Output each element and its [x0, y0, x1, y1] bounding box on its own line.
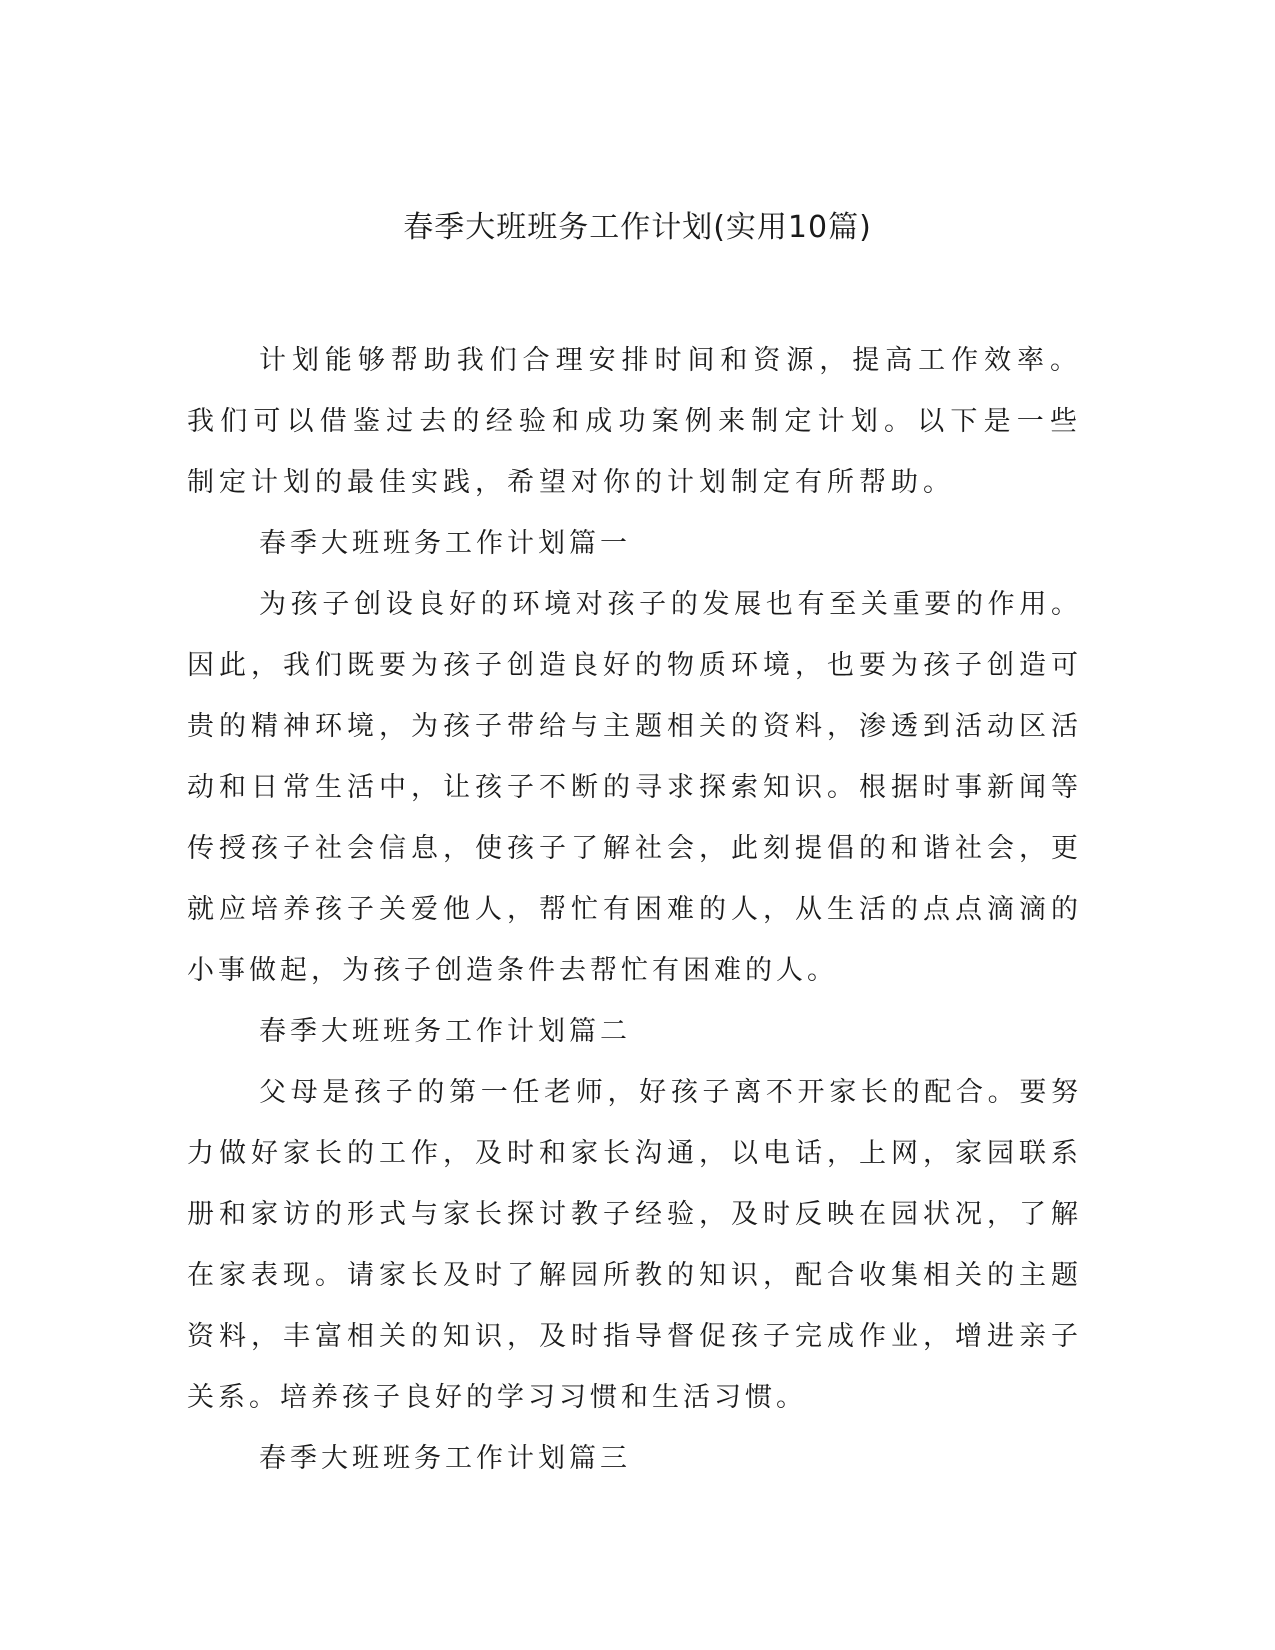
intro-paragraph: 计划能够帮助我们合理安排时间和资源，提高工作效率。我们可以借鉴过去的经验和成功案例来制定计划。以下是一些制定计划的最佳实践，希望对你的计划制定有所帮助。 — [187, 345, 1082, 498]
section-paragraph-1: 为孩子创设良好的环境对孩子的发展也有至关重要的作用。因此，我们既要为孩子创造良好的物质环境，也要为孩子创造可贵的精神环境，为孩子带给与主题相关的资料，渗透到活动区活动和日常生活中，让孩子不断的寻求探索知识。根据时事新闻等传授孩子社会信息，使孩子了解社会，此刻提倡的和谐社会，更就应培养孩子关爱他人，帮忙有困难的人，从生活的点点滴滴的小事做起，为孩子创造条件去帮忙有困难的人。 — [187, 589, 1082, 986]
document-title: 春季大班班务工作计划(实用10篇) — [403, 210, 872, 245]
section-paragraph-2: 父母是孩子的第一任老师，好孩子离不开家长的配合。要努力做好家长的工作，及时和家长沟通，以电话，上网，家园联系册和家访的形式与家长探讨教子经验，及时反映在园状况，了解在家表现。请家长及时了解园所教的知识，配合收集相关的主题资料，丰富相关的知识，及时指导督促孩子完成作业，增进亲子关系。培养孩子良好的学习习惯和生活习惯。 — [187, 1077, 1082, 1413]
section-heading-1: 春季大班班务工作计划篇一 — [259, 528, 631, 559]
document-body — [187, 330, 1082, 1489]
section-heading-2: 春季大班班务工作计划篇二 — [259, 1016, 631, 1047]
section-heading-3: 春季大班班务工作计划篇三 — [259, 1443, 631, 1474]
